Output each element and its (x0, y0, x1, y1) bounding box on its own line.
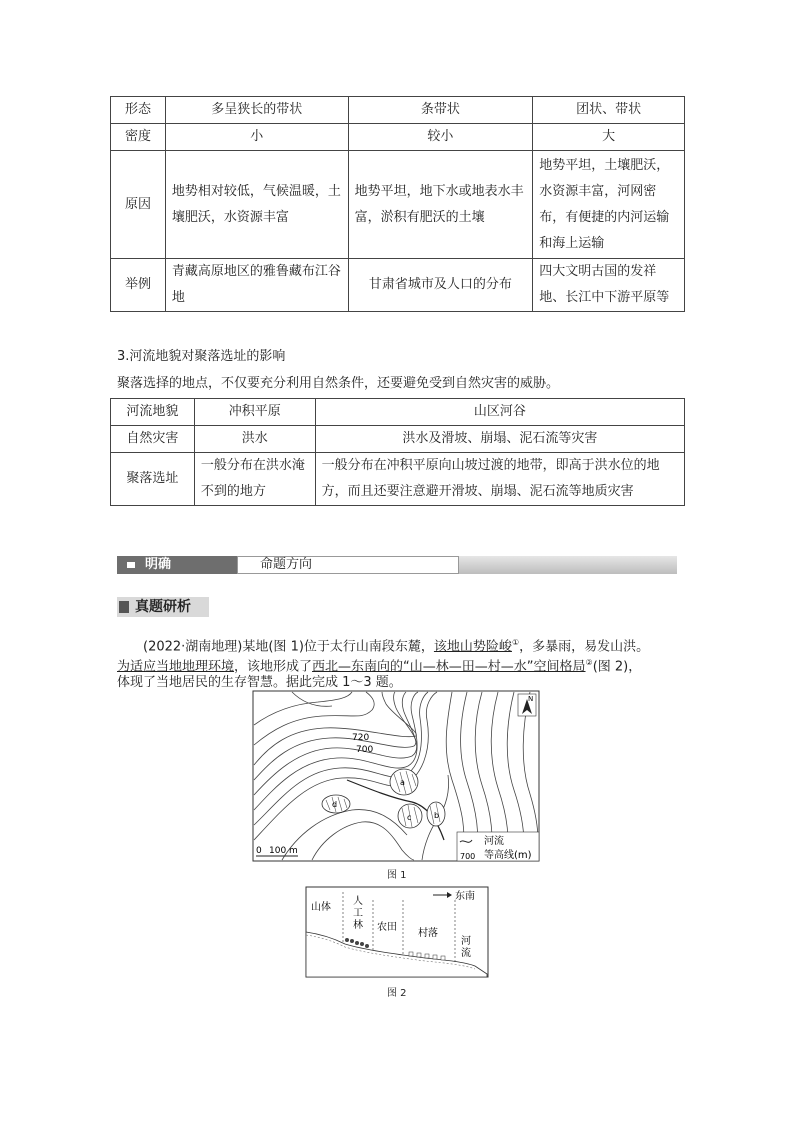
row-header: 密度 (111, 124, 166, 151)
label-forest-2: 工 (353, 908, 363, 919)
section-title: 3.河流地貌对聚落选址的影响 (117, 349, 286, 364)
figure-1-caption: 图 1 (387, 870, 407, 881)
label-mountain: 山体 (311, 902, 331, 913)
table-cell: 青藏高原地区的雅鲁藏布江谷地 (165, 259, 348, 312)
question-underlined: 为适应当地地理环境 (117, 659, 235, 675)
table-row (111, 97, 685, 124)
question-underlined: 西北—东南向的“山—林—田—村—水”空间格局 (312, 659, 586, 675)
label-a: a (400, 778, 405, 787)
scale-zero: 0 (256, 846, 262, 856)
table-cell: 冲积平原 (194, 399, 315, 426)
row-header: 自然灾害 (111, 426, 195, 453)
table-cell: 较小 (348, 124, 533, 151)
north-label: N (528, 695, 534, 703)
north-arrow-icon (518, 694, 536, 716)
river-landform-table (110, 398, 685, 506)
legend-river-label: 河流 (484, 836, 504, 847)
table-cell: 地势平坦，土壤肥沃，水资源丰富，河网密布，有便捷的内河运输和海上运输 (533, 151, 685, 259)
scale-label: 100 m (269, 846, 298, 856)
banner-dark-label: 明确 (117, 556, 237, 574)
table-cell: 洪水 (194, 426, 315, 453)
table-row (111, 259, 685, 312)
row-header: 原因 (111, 151, 166, 259)
question-text: ，多暴雨，易发山洪。 (519, 639, 650, 655)
row-header: 举例 (111, 259, 166, 312)
row-header: 河流地貌 (111, 399, 195, 426)
table-cell: 小 (165, 124, 348, 151)
figure-1-contour-map (252, 690, 540, 862)
section-tag (117, 597, 209, 617)
contour-label-720: 720 (352, 733, 370, 743)
tag-marker-icon (119, 601, 129, 613)
section-banner (117, 553, 677, 577)
question-text: ，该地形成了 (234, 659, 313, 675)
table-cell: 甘肃省城市及人口的分布 (348, 259, 533, 312)
table-cell: 四大文明古国的发祥地、长江中下游平原等 (533, 259, 685, 312)
row-header: 聚落选址 (111, 453, 195, 506)
table-cell: 多呈狭长的带状 (165, 97, 348, 124)
label-c: c (407, 813, 412, 822)
label-forest-3: 林 (353, 920, 363, 931)
table-row (111, 151, 685, 259)
legend-contour-label: 等高线(m) (484, 850, 532, 861)
label-farmland: 农田 (377, 922, 397, 933)
label-village: 村落 (418, 928, 438, 939)
contour-label-700: 700 (356, 745, 374, 755)
table-cell: 大 (533, 124, 685, 151)
table-cell: 地势平坦，地下水或地表水丰富，淤积有肥沃的土壤 (348, 151, 533, 259)
question-text: (2022·湖南地理)某地(图 1)位于太行山南段东麓， (143, 639, 434, 655)
label-forest-1: 人 (353, 896, 363, 907)
section-tag-label: 真题研析 (135, 599, 191, 615)
table-row (111, 426, 685, 453)
direction-label: 东南 (455, 891, 475, 902)
label-river-1: 河 (461, 936, 471, 947)
row-header: 形态 (111, 97, 166, 124)
table-row (111, 124, 685, 151)
note-marker: ② (585, 658, 593, 667)
table-cell: 洪水及滑坡、崩塌、泥石流等灾害 (315, 426, 684, 453)
label-b: b (434, 811, 440, 820)
question-line-3: 体现了当地居民的生存智慧。据此完成 1～3 题。 (117, 675, 402, 690)
figure-2-profile (305, 886, 489, 978)
label-river-2: 流 (461, 948, 471, 959)
table-cell: 山区河谷 (315, 399, 684, 426)
note-marker: ① (511, 638, 520, 647)
question-text: (图 2)， (592, 659, 642, 675)
table-cell: 地势相对较低，气候温暖，土壤肥沃，水资源丰富 (165, 151, 348, 259)
table-row (111, 399, 685, 426)
legend-contour-value: 700 (460, 852, 476, 861)
question-underlined: 该地山势险峻 (433, 639, 512, 655)
table-row (111, 453, 685, 506)
table-cell: 条带状 (348, 97, 533, 124)
table-cell: 团状、带状 (533, 97, 685, 124)
label-d: d (332, 800, 338, 809)
table-cell: 一般分布在冲积平原向山坡过渡的地带，即高于洪水位的地方，而且还要注意避开滑坡、崩塌、泥石流等地质灾害 (315, 453, 684, 506)
settlement-form-table (110, 96, 685, 312)
table-cell: 一般分布在洪水淹不到的地方 (194, 453, 315, 506)
banner-light-label: 命题方向 (237, 556, 459, 574)
section-intro: 聚落选择的地点，不仅要充分利用自然条件，还要避免受到自然灾害的威胁。 (117, 376, 560, 391)
figure-2-caption: 图 2 (387, 988, 407, 999)
